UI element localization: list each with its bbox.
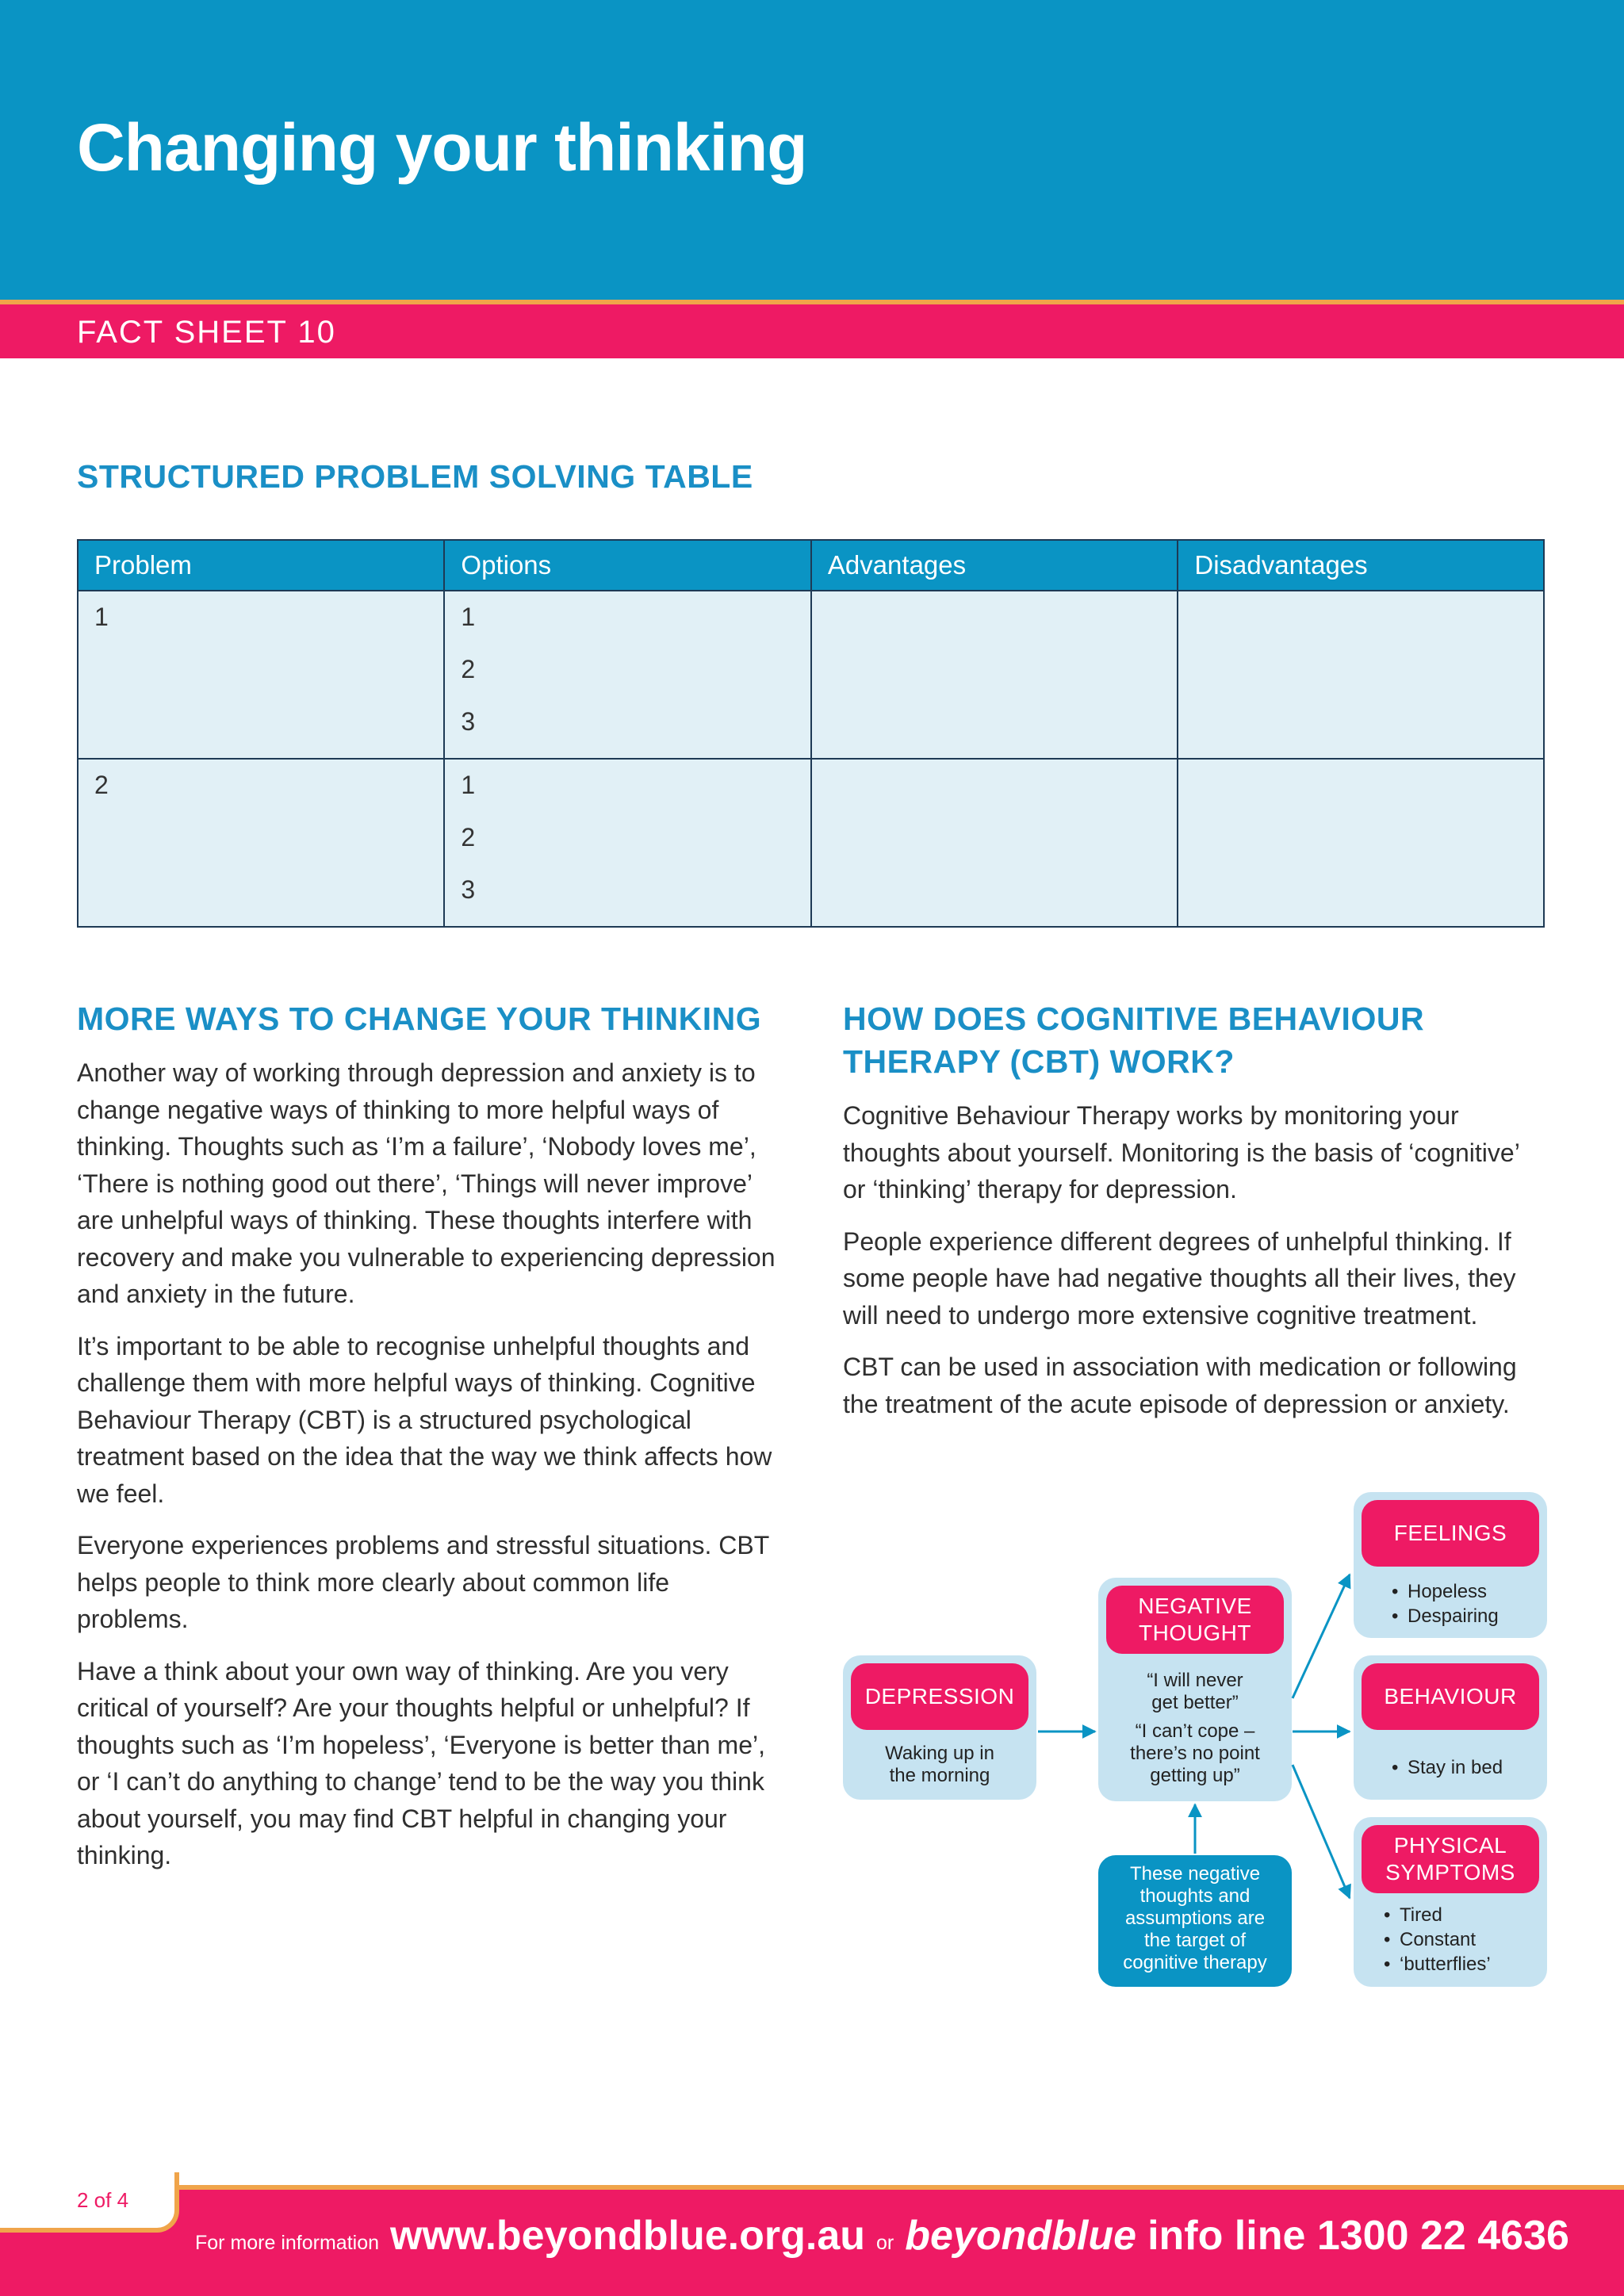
negative-thought-label	[1106, 1586, 1284, 1654]
negative-quote-2	[1098, 1720, 1292, 1787]
options-cell[interactable]	[444, 591, 810, 759]
list-item-continuation: • ‘butterflies’	[1384, 1952, 1491, 1976]
text-line: the target of	[1143, 1930, 1247, 1951]
list-item: • Tired	[1384, 1903, 1491, 1927]
footer-website-link[interactable]: www.beyondblue.org.au	[390, 2213, 866, 2259]
fact-sheet-label: FACT SHEET 10	[77, 315, 336, 350]
text-line: assumptions are	[1124, 1908, 1266, 1929]
column-header-advantages: Advantages	[811, 540, 1178, 591]
paragraph: It’s important to be able to recognise unhelpful thoughts and challenge them with more helpful ways of thinking. Cognitive Behaviour Therapy (CBT) is a structured psychological treatment based on the idea that the way we think affects how we feel.	[77, 1331, 772, 1508]
left-column-body	[77, 1054, 783, 1889]
option-number: 3	[461, 875, 476, 904]
text-line: get better”	[1151, 1692, 1239, 1713]
list-item: • Hopeless	[1392, 1579, 1499, 1604]
paragraph: Everyone experiences problems and stressful situations. CBT helps people to think more clearly about common life problems.	[77, 1531, 769, 1633]
text-line: Waking up in	[885, 1743, 994, 1764]
problem-cell[interactable]	[78, 759, 444, 927]
footer-brand: beyondblue	[905, 2213, 1137, 2259]
option-number: 2	[461, 655, 476, 683]
physical-symptoms-label	[1362, 1825, 1539, 1893]
arrow-thought-to-physical	[1293, 1765, 1350, 1898]
label-line: SYMPTOMS	[1385, 1860, 1515, 1885]
advantages-cell[interactable]	[811, 591, 1178, 759]
depression-label: DEPRESSION	[851, 1663, 1028, 1730]
page-title: Changing your thinking	[77, 110, 807, 185]
column-header-problem: Problem	[78, 540, 444, 591]
footer-or: or	[876, 2232, 894, 2254]
behaviour-label: BEHAVIOUR	[1362, 1663, 1539, 1730]
right-heading-line: THERAPY (CBT) WORK?	[843, 1043, 1235, 1080]
physical-symptoms-list	[1384, 1903, 1491, 1976]
problem-cell[interactable]	[78, 591, 444, 759]
paragraph: Have a think about your own way of thinking. Are you very critical of yourself? Are your thoughts helpful or unhelpful? If thoughts such as ‘I’m hopeless’, ‘Everyone is better than me’, or ‘I can’t do anything to change’ tend to be the way you think about yourself, you may find CBT helpful in changing your thinking.	[77, 1656, 765, 1869]
text-line: the morning	[889, 1765, 990, 1786]
footer-for-more: For more information	[195, 2232, 380, 2254]
table-row	[78, 591, 1544, 759]
list-item: • Despairing	[1392, 1604, 1499, 1628]
column-header-disadvantages: Disadvantages	[1178, 540, 1544, 591]
text-line: These negative	[1129, 1863, 1261, 1885]
table-header-row	[78, 540, 1544, 591]
options-cell[interactable]	[444, 759, 810, 927]
text-line: “I will never	[1147, 1670, 1243, 1691]
label-line: NEGATIVE	[1138, 1594, 1252, 1618]
behaviour-list	[1392, 1755, 1503, 1780]
list-item: • Constant	[1384, 1927, 1491, 1952]
text-line: “I can’t cope –	[1135, 1720, 1255, 1742]
text-line: cognitive therapy	[1123, 1952, 1267, 1973]
list-item: • Stay in bed	[1392, 1755, 1503, 1780]
option-number: 3	[461, 707, 476, 736]
table-row	[78, 759, 1544, 927]
right-column-heading	[843, 997, 1424, 1083]
therapy-target-box	[1098, 1855, 1292, 1987]
footer-info-line: info line 1300 22 4636	[1147, 2213, 1569, 2259]
option-number: 2	[461, 823, 476, 851]
feelings-list	[1392, 1579, 1499, 1628]
right-column-body	[843, 1097, 1545, 1437]
paragraph: People experience different degrees of unhelpful thinking. If some people have had negative thoughts all their lives, they will need to undergo more extensive cognitive treatment.	[843, 1226, 1516, 1330]
disadvantages-cell[interactable]	[1178, 591, 1544, 759]
text-line: there’s no point	[1130, 1743, 1260, 1764]
paragraph: CBT can be used in association with medication or following the treatment of the acute episode of depression or anxiety.	[843, 1353, 1517, 1418]
left-column-heading: MORE WAYS TO CHANGE YOUR THINKING	[77, 1001, 762, 1037]
feelings-label: FEELINGS	[1362, 1500, 1539, 1567]
paragraph: Another way of working through depression and anxiety is to change negative ways of thinking to more helpful ways of thinking. Thoughts such as ‘I’m a failure’, ‘Nobody loves me’, ‘There is nothing good out there’, ‘Things will never improve’ are unhelpful ways of thinking. These thoughts interfere with recovery and make you vulnerable to experiencing depression and anxiety in the future.	[77, 1058, 776, 1308]
option-number: 1	[461, 603, 476, 631]
depression-trigger	[843, 1743, 1036, 1787]
label-line: PHYSICAL	[1393, 1833, 1507, 1858]
option-number: 1	[461, 771, 476, 799]
label-line: THOUGHT	[1139, 1621, 1251, 1645]
page-number: 2 of 4	[77, 2188, 129, 2212]
disadvantages-cell[interactable]	[1178, 759, 1544, 927]
footer-contact	[195, 2212, 1580, 2260]
right-heading-line: HOW DOES COGNITIVE BEHAVIOUR	[843, 1001, 1425, 1037]
column-header-options: Options	[444, 540, 810, 591]
negative-quote-1	[1098, 1670, 1292, 1714]
text-line: getting up”	[1150, 1765, 1240, 1786]
arrow-thought-to-feelings	[1293, 1575, 1350, 1698]
paragraph: Cognitive Behaviour Therapy works by monitoring your thoughts about yourself. Monitoring is the basis of ‘cognitive’ or ‘thinking’ therapy for depression.	[843, 1101, 1519, 1203]
problem-number: 1	[94, 603, 109, 631]
advantages-cell[interactable]	[811, 759, 1178, 927]
problem-solving-table	[77, 539, 1545, 928]
table-heading: STRUCTURED PROBLEM SOLVING TABLE	[77, 458, 753, 495]
text-line: thoughts and	[1139, 1885, 1251, 1907]
problem-number: 2	[94, 771, 109, 799]
